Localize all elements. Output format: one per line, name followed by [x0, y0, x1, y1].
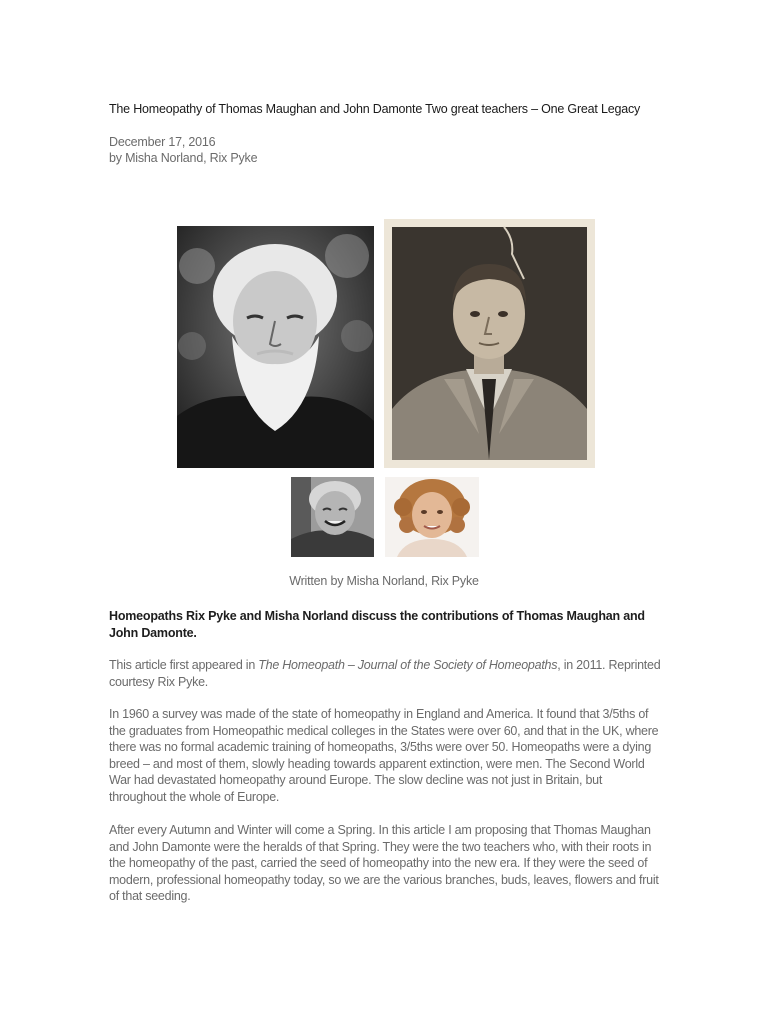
- photo-john-damonte: [384, 219, 595, 468]
- article-byline: by Misha Norland, Rix Pyke: [109, 151, 258, 165]
- article-date: December 17, 2016: [109, 135, 216, 149]
- portrait-man-in-jacket-icon: [384, 219, 595, 468]
- paragraph-survey: In 1960 a survey was made of the state of homeopathy in England and America. It found that 3/5ths of the graduates from Homeopathic medical colleges in the States were over 60, and that in the UK, where there was no formal academic training of homeopaths, 3/5ths were over 50. Homeopaths were a dying breed – and most of them, slowly heading towards apparent extinction, were men. The Second World War had devastated homeopathy around Europe. The slow decline was not just in Britain, but throughout the whole of Europe.: [109, 707, 659, 804]
- portrait-bearded-old-man-icon: [177, 226, 374, 468]
- portrait-smiling-man-icon: [291, 477, 374, 557]
- reprint-note-text: This article first appeared in: [109, 658, 259, 672]
- reprint-note-text-end: , in 2011. Reprinted courtesy Rix Pyke.: [109, 658, 661, 689]
- photo-rix-pyke: [291, 477, 374, 557]
- photo-thomas-maughan: [177, 226, 374, 468]
- portrait-woman-curly-hair-icon: [385, 477, 479, 557]
- journal-name: The Homeopath – Journal of the Society of Homeopaths: [258, 658, 558, 672]
- article-title: The Homeopathy of Thomas Maughan and John Damonte Two great teachers – One Great Legacy: [109, 102, 641, 116]
- article-lead: Homeopaths Rix Pyke and Misha Norland discuss the contributions of Thomas Maughan and John Damonte.: [109, 609, 645, 640]
- photo-caption: Written by Misha Norland, Rix Pyke: [289, 574, 479, 588]
- photo-misha-norland: [385, 477, 479, 557]
- paragraph-reprint-note: [109, 657, 661, 690]
- paragraph-spring: After every Autumn and Winter will come a Spring. In this article I am proposing that Thomas Maughan and John Damonte were the heralds of that Spring. They were the two teachers who, with their roots in the homeopathy of the past, carried the seed of homeopathy into the new era. If they were the seed of modern, professional homeopathy today, so we are the various branches, buds, leaves, flowers and fruit of that seeding.: [109, 823, 659, 903]
